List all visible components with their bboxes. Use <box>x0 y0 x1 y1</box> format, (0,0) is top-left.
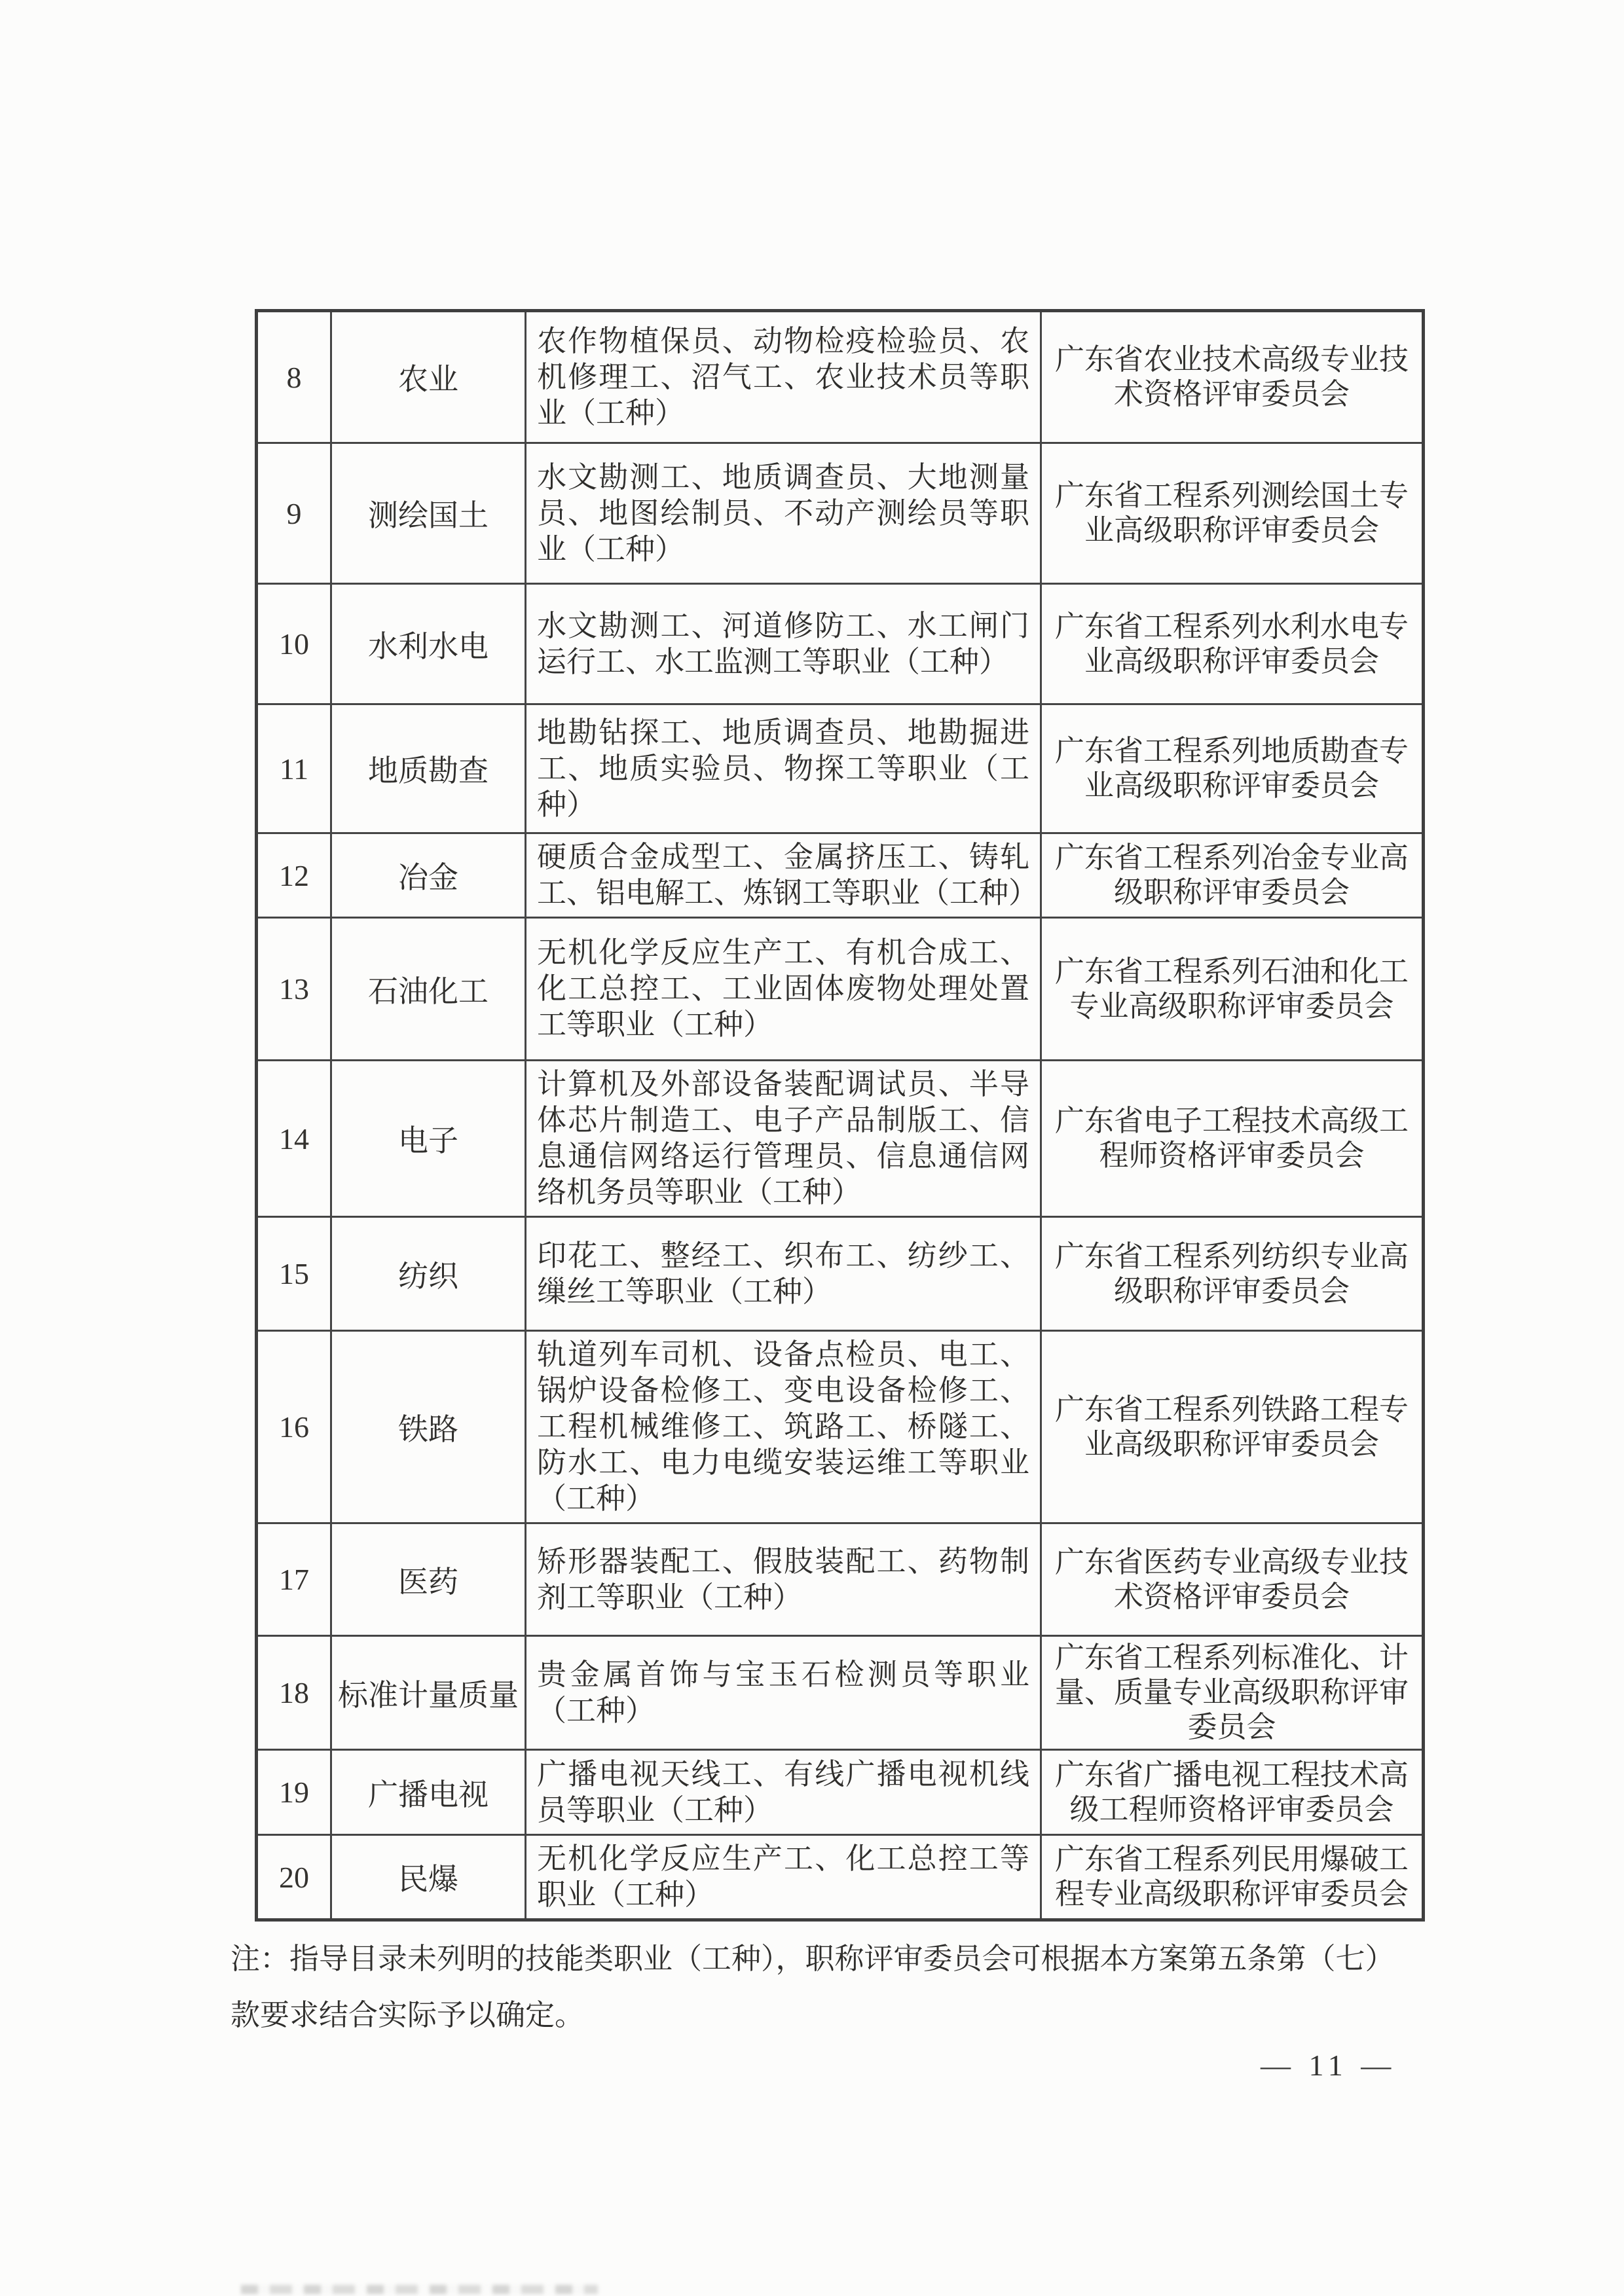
committee-cell: 广东省工程系列冶金专业高级职称评审委员会 <box>1041 833 1424 918</box>
table-row <box>257 1217 1424 1331</box>
committee-cell: 广东省工程系列石油和化工专业高级职称评审委员会 <box>1041 918 1424 1061</box>
committee-cell: 广东省工程系列铁路工程专业高级职称评审委员会 <box>1041 1331 1424 1523</box>
row-number-cell: 12 <box>257 833 331 918</box>
row-number-cell: 11 <box>257 704 331 833</box>
occupations-cell: 印花工、整经工、织布工、纺纱工、缫丝工等职业（工种） <box>526 1217 1041 1331</box>
occupations-cell: 无机化学反应生产工、化工总控工等职业（工种） <box>526 1835 1041 1920</box>
committee-cell: 广东省工程系列标准化、计量、质量专业高级职称评审委员会 <box>1041 1636 1424 1750</box>
occupations-cell: 轨道列车司机、设备点检员、电工、锅炉设备检修工、变电设备检修工、工程机械维修工、筑路工、桥隧工、防水工、电力电缆安装运维工等职业（工种） <box>526 1331 1041 1523</box>
category-cell: 石油化工 <box>331 918 526 1061</box>
category-cell: 测绘国土 <box>331 443 526 584</box>
row-number-cell: 14 <box>257 1061 331 1217</box>
category-cell: 广播电视 <box>331 1750 526 1835</box>
table-row <box>257 704 1424 833</box>
row-number-cell: 8 <box>257 311 331 443</box>
row-number-cell: 17 <box>257 1523 331 1636</box>
table-row <box>257 833 1424 918</box>
category-cell: 冶金 <box>331 833 526 918</box>
row-number-cell: 9 <box>257 443 331 584</box>
table-row <box>257 443 1424 584</box>
row-number-cell: 13 <box>257 918 331 1061</box>
table-row <box>257 1835 1424 1920</box>
category-cell: 农业 <box>331 311 526 443</box>
occupations-cell: 贵金属首饰与宝玉石检测员等职业（工种） <box>526 1636 1041 1750</box>
committee-cell: 广东省工程系列民用爆破工程专业高级职称评审委员会 <box>1041 1835 1424 1920</box>
committee-cell: 广东省广播电视工程技术高级工程师资格评审委员会 <box>1041 1750 1424 1835</box>
committee-cell: 广东省工程系列水利水电专业高级职称评审委员会 <box>1041 584 1424 704</box>
page-number: — 11 — <box>1261 2049 1397 2082</box>
occupations-cell: 计算机及外部设备装配调试员、半导体芯片制造工、电子产品制版工、信息通信网络运行管理员、信息通信网络机务员等职业（工种） <box>526 1061 1041 1217</box>
category-cell: 医药 <box>331 1523 526 1636</box>
table-row <box>257 1636 1424 1750</box>
footnote-line: 款要求结合实际予以确定。 <box>231 1999 585 2032</box>
table-row <box>257 918 1424 1061</box>
occupations-cell: 水文勘测工、河道修防工、水工闸门运行工、水工监测工等职业（工种） <box>526 584 1041 704</box>
table-row <box>257 1750 1424 1835</box>
row-number-cell: 15 <box>257 1217 331 1331</box>
table-row <box>257 584 1424 704</box>
category-cell: 标准计量质量 <box>331 1636 526 1750</box>
category-cell: 民爆 <box>331 1835 526 1920</box>
footnote <box>231 1931 1439 2043</box>
occupations-cell: 水文勘测工、地质调查员、大地测量员、地图绘制员、不动产测绘员等职业（工种） <box>526 443 1041 584</box>
occupations-cell: 硬质合金成型工、金属挤压工、铸轧工、铝电解工、炼钢工等职业（工种） <box>526 833 1041 918</box>
category-cell: 地质勘查 <box>331 704 526 833</box>
table-row <box>257 311 1424 443</box>
occupations-cell: 广播电视天线工、有线广播电视机线员等职业（工种） <box>526 1750 1041 1835</box>
category-cell: 水利水电 <box>331 584 526 704</box>
footnote-line: 注：指导目录未列明的技能类职业（工种），职称评审委员会可根据本方案第五条第（七） <box>231 1942 1395 1975</box>
occupations-cell: 农作物植保员、动物检疫检验员、农机修理工、沼气工、农业技术员等职业（工种） <box>526 311 1041 443</box>
row-number-cell: 10 <box>257 584 331 704</box>
committee-cell: 广东省工程系列测绘国土专业高级职称评审委员会 <box>1041 443 1424 584</box>
table-row <box>257 1523 1424 1636</box>
occupation-catalog-table <box>255 309 1425 1922</box>
occupations-cell: 无机化学反应生产工、有机合成工、化工总控工、工业固体废物处理处置工等职业（工种） <box>526 918 1041 1061</box>
catalog-table-body <box>257 311 1424 1920</box>
committee-cell: 广东省工程系列地质勘查专业高级职称评审委员会 <box>1041 704 1424 833</box>
table-row <box>257 1061 1424 1217</box>
category-cell: 纺织 <box>331 1217 526 1331</box>
committee-cell: 广东省电子工程技术高级工程师资格评审委员会 <box>1041 1061 1424 1217</box>
committee-cell: 广东省工程系列纺织专业高级职称评审委员会 <box>1041 1217 1424 1331</box>
row-number-cell: 16 <box>257 1331 331 1523</box>
category-cell: 铁路 <box>331 1331 526 1523</box>
row-number-cell: 20 <box>257 1835 331 1920</box>
committee-cell: 广东省医药专业高级专业技术资格评审委员会 <box>1041 1523 1424 1636</box>
row-number-cell: 18 <box>257 1636 331 1750</box>
committee-cell: 广东省农业技术高级专业技术资格评审委员会 <box>1041 311 1424 443</box>
scan-artifact <box>241 2285 598 2294</box>
row-number-cell: 19 <box>257 1750 331 1835</box>
table-row <box>257 1331 1424 1523</box>
category-cell: 电子 <box>331 1061 526 1217</box>
occupations-cell: 矫形器装配工、假肢装配工、药物制剂工等职业（工种） <box>526 1523 1041 1636</box>
occupations-cell: 地勘钻探工、地质调查员、地勘掘进工、地质实验员、物探工等职业（工种） <box>526 704 1041 833</box>
